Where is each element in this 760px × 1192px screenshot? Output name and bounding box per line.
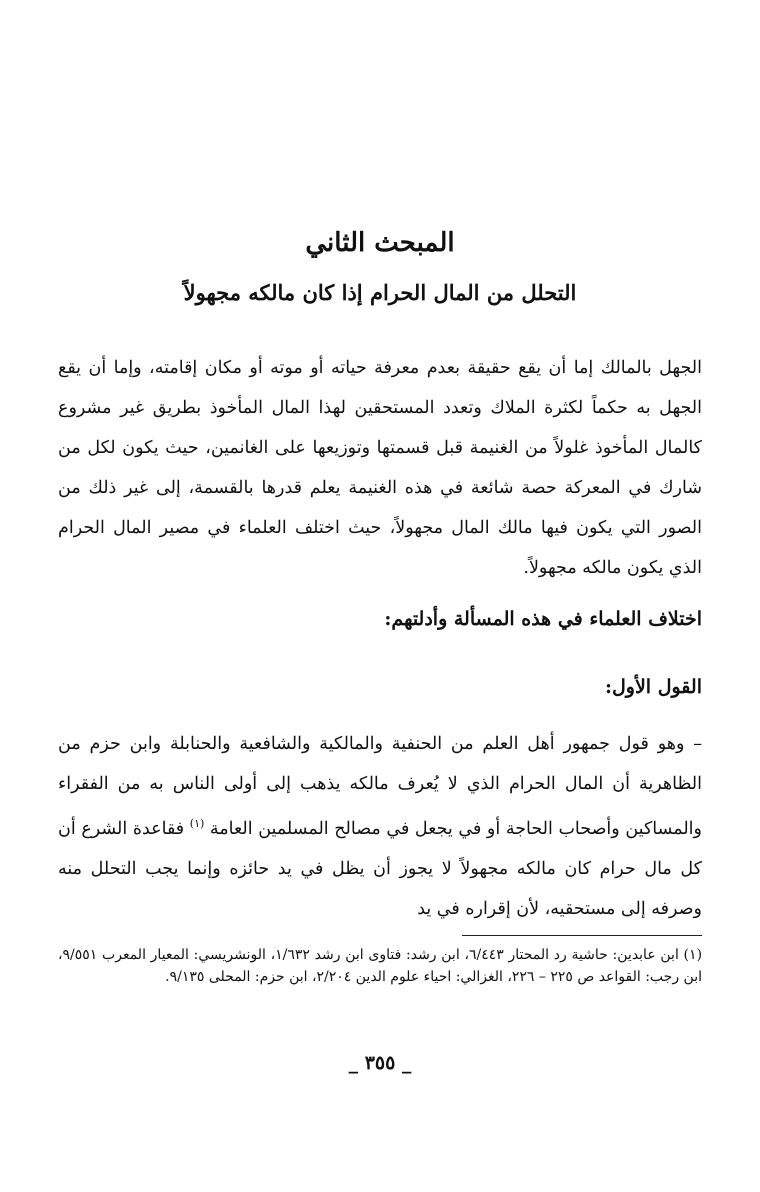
page-number: _ ٣٥٥ _ <box>348 1052 412 1074</box>
footnote: (١) ابن عابدين: حاشية رد المحتار ٦/٤٤٣، ابن رشد: فتاوى ابن رشد ١/٦٣٢، الونشريسي: المعيار المعرب ٩/٥٥١، ابن رجب: القواعد ص ٢٢٥ – ٢٢٦، الغزالي: احياء علوم الدين ٢/٢٠٤، ابن حزم: المحلى ٩/١٣٥. <box>58 947 703 985</box>
opinion-text-start: – وهو قول جمهور أهل العلم من الحنفية والمالكية والشافعية والحنابلة وابن حزم من الظاهرية أن المال الحرام الذي لا يُعرف مالكه يذهب إلى أولى الناس به من الفقراء والمساكين وأصحاب الحاجة أو في يجعل في مصالح المسلمين العامة <box>58 734 702 839</box>
opinion-paragraph <box>58 724 702 929</box>
footnote-divider <box>462 935 702 936</box>
chapter-subtitle: التحلل من المال الحرام إذا كان مالكه مجهولاً <box>183 280 577 305</box>
opinion-heading: القول الأول: <box>604 676 702 698</box>
section-heading: اختلاف العلماء في هذه المسألة وأدلتهم: <box>384 608 702 630</box>
intro-paragraph: الجهل بالمالك إما أن يقع حقيقة بعدم معرفة حياته أو موته أو مكان إقامته، وإما أن يقع الجهل به حكماً لكثرة الملاك وتعدد المستحقين لهذا المال المأخوذ بطريق غير مشروع كالمال المأخوذ غلولاً من الغنيمة قبل قسمتها وتوزيعها على الغانمين، حيث يكون لكل من شارك في المعركة حصة شائعة في هذه الغنيمة يعلم قدرها بالقسمة، إلى غير ذلك من الصور التي يكون فيها مالك المال مجهولاً، حيث اختلف العلماء في مصير المال الحرام الذي يكون مالكه مجهولاً. <box>58 358 702 578</box>
chapter-title: المبحث الثاني <box>305 228 455 258</box>
opinion-text-end: فقاعدة الشرع أن كل مال حرام كان مالكه مجهولاً لا يجوز أن يظل في يد حائزه وإنما يجب التحلل منه وصرفه إلى مستحقيه، لأن إقراره في يد <box>58 818 702 919</box>
footnote-reference: (١) <box>189 817 205 830</box>
